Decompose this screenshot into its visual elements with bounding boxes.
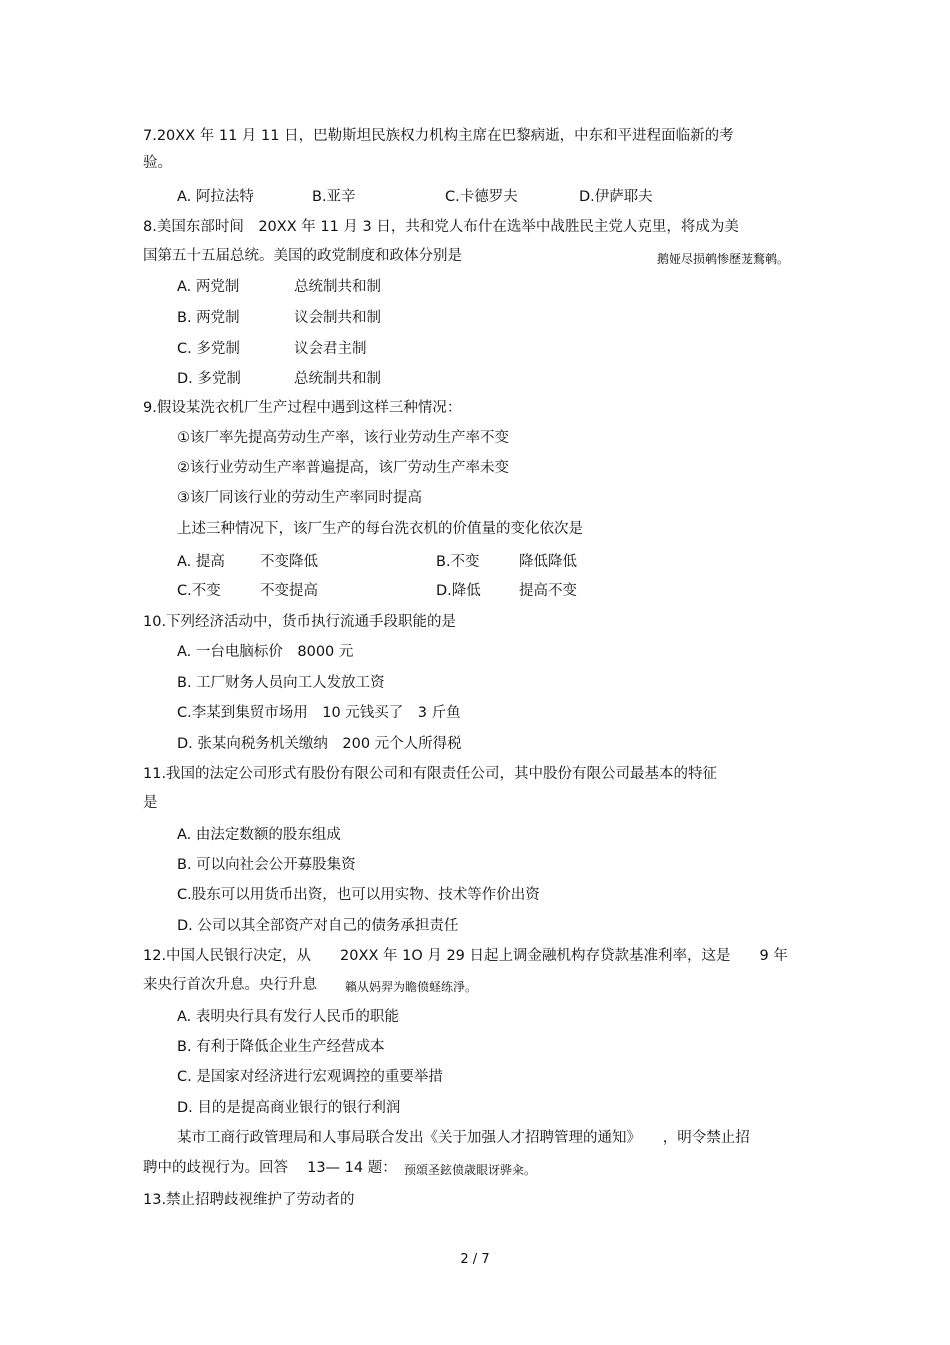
q8-noise-text: 鹅娅尽损鹌惨歷茏鶩鹌。: [657, 252, 790, 266]
q10-option-d: D. 张某向税务机关缴纳 200 元个人所得税: [177, 736, 462, 752]
q7-option-b: B.亚辛: [312, 189, 356, 205]
q12-stem-line1: 12.中国人民银行决定，从 20XX 年 1O 月 29 日起上调金融机构存贷款基准利率，这是 9 年: [143, 948, 788, 964]
q8-option-d-letter: D. 多党制: [177, 371, 241, 387]
q9-question: 上述三种情况下，该厂生产的每台洗衣机的价值量的变化依次是: [177, 521, 583, 537]
q8-option-b-letter: B. 两党制: [177, 310, 240, 326]
q7-option-a: A. 阿拉法特: [177, 189, 254, 205]
q7-option-d: D.伊萨耶夫: [579, 189, 653, 205]
page-number: 2 / 7: [460, 1252, 490, 1267]
q10-stem: 10.下列经济活动中，货币执行流通手段职能的是: [143, 614, 457, 630]
q12-stem-line2: 来央行首次升息。央行升息: [143, 977, 317, 993]
q8-option-b-text: 议会制共和制: [294, 310, 381, 326]
q7-stem-line2: 验。: [143, 155, 172, 171]
q11-option-a: A. 由法定数额的股东组成: [177, 827, 341, 843]
q8-option-c-letter: C. 多党制: [177, 341, 240, 357]
q10-option-a: A. 一台电脑标价 8000 元: [177, 644, 354, 660]
q9-option-c-text: 不变提高: [260, 583, 318, 599]
q11-option-c: C.股东可以用货币出资，也可以用实物、技术等作价出资: [177, 887, 540, 903]
q10-option-b: B. 工厂财务人员向工人发放工资: [177, 675, 385, 691]
q9-option-a-text: 不变降低: [260, 554, 318, 570]
q10-option-c: C.李某到集贸市场用 10 元钱买了 3 斤鱼: [177, 705, 461, 721]
q12-option-a: A. 表明央行具有发行人民币的职能: [177, 1009, 399, 1025]
q12-option-d: D. 目的是提高商业银行的银行利润: [177, 1100, 401, 1116]
q13-stem: 13.禁止招聘歧视维护了劳动者的: [143, 1192, 355, 1208]
q8-option-c-text: 议会君主制: [294, 341, 367, 357]
q8-stem-line1: 8.美国东部时间 20XX 年 11 月 3 日，共和党人布什在选举中战胜民主党人克里，将成为美: [143, 219, 739, 235]
q9-case-3: ③该厂同该行业的劳动生产率同时提高: [177, 490, 422, 506]
q9-option-d-text: 提高不变: [519, 583, 577, 599]
q9-option-d-letter: D.降低: [436, 583, 481, 599]
q9-stem: 9.假设某洗衣机厂生产过程中遇到这样三种情况：: [143, 400, 462, 416]
q11-stem-line1: 11.我国的法定公司形式有股份有限公司和有限责任公司，其中股份有限公司最基本的特征: [143, 766, 718, 782]
q9-option-b-text: 降低降低: [519, 554, 577, 570]
q8-stem-line2: 国第五十五届总统。美国的政党制度和政体分别是: [143, 248, 462, 264]
q9-option-a-letter: A. 提高: [177, 554, 225, 570]
q11-option-d: D. 公司以其全部资产对自己的债务承担责任: [177, 918, 459, 934]
passage-noise-text: 预頌圣鉉偾歳眼讶骅籴。: [404, 1163, 537, 1177]
q9-case-1: ①该厂率先提高劳动生产率，该行业劳动生产率不变: [177, 430, 509, 446]
q12-option-b: B. 有利于降低企业生产经营成本: [177, 1039, 385, 1055]
q11-stem-line2: 是: [143, 795, 158, 811]
q12-option-c: C. 是国家对经济进行宏观调控的重要举措: [177, 1069, 443, 1085]
passage-line1: 某市工商行政管理局和人事局联合发出《关于加强人才招聘管理的通知》 ，明令禁止招: [177, 1130, 750, 1146]
q9-case-2: ②该行业劳动生产率普遍提高，该厂劳动生产率未变: [177, 460, 509, 476]
passage-line2: 聘中的歧视行为。回答 13— 14 题：: [143, 1160, 397, 1176]
q8-option-a-text: 总统制共和制: [294, 279, 381, 295]
q8-option-d-text: 总统制共和制: [294, 371, 381, 387]
q9-option-c-letter: C.不变: [177, 583, 221, 599]
q9-option-b-letter: B.不变: [436, 554, 480, 570]
q7-stem-line1: 7.20XX 年 11 月 11 日，巴勒斯坦民族权力机构主席在巴黎病逝，中东和平进程面临新的考: [143, 128, 734, 144]
q7-option-c: C.卡德罗夫: [445, 189, 518, 205]
q12-noise-text: 籟从妈羿为瞻偾蛏练淨。: [345, 980, 478, 994]
q8-option-a-letter: A. 两党制: [177, 279, 240, 295]
q11-option-b: B. 可以向社会公开募股集资: [177, 857, 356, 873]
